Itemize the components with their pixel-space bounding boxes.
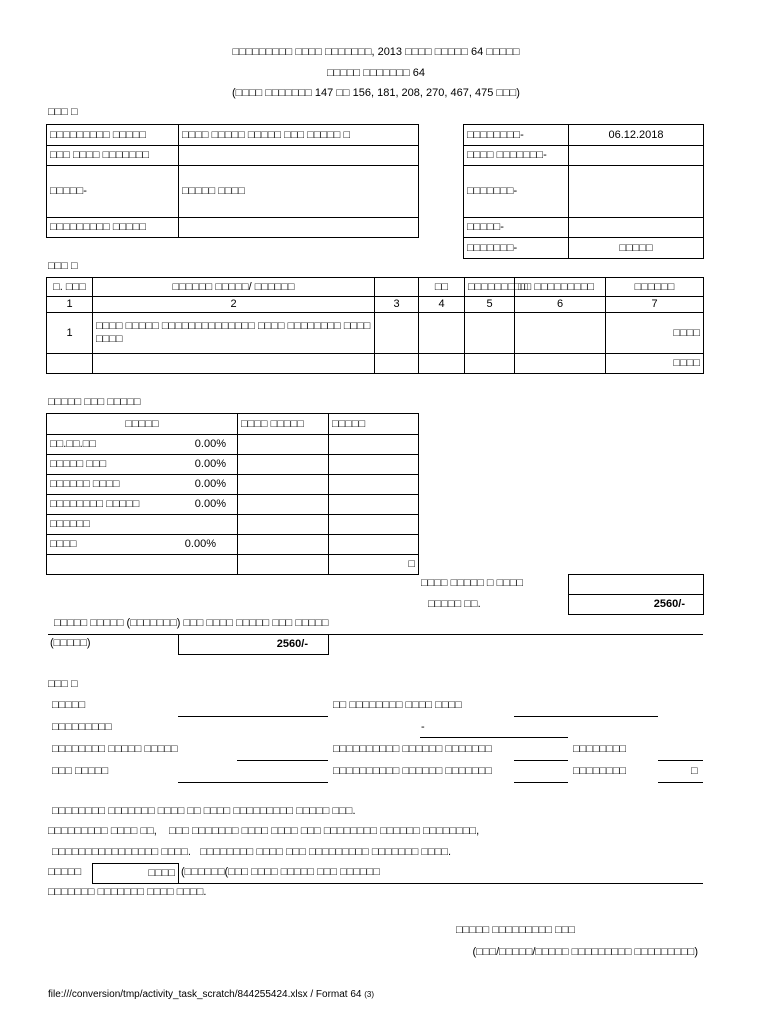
part-b-row-1-col4	[418, 312, 465, 354]
part-a-left-value-4	[178, 217, 419, 238]
form-heading-line-2: □□□□□ □□□□□□□ 64	[326, 67, 426, 79]
declaration-line-4-box: □□□□	[92, 863, 179, 884]
total-amount-label: (□□□□□)	[50, 637, 91, 649]
part-b-row-1-col5	[464, 312, 515, 354]
part-c-field-2-blank	[420, 737, 568, 738]
part-c-field-2-value: -	[421, 721, 425, 733]
part-b-colnum-5: 5	[464, 296, 515, 313]
part-b-header-col6: □□ □□□□□□□□□	[514, 277, 606, 297]
part-b-header-col4: □□	[418, 277, 465, 297]
part-a-right-value-3	[568, 165, 704, 218]
declaration-line-4-prefix: □□□□□	[48, 866, 82, 878]
tax-header-name: □□□□□	[46, 413, 238, 435]
part-a-right-label-5: □□□□□□□-	[463, 237, 569, 259]
summary-value-1	[568, 574, 704, 595]
part-b-row-2-col3	[374, 353, 419, 374]
part-a-right-value-5: □□□□□	[568, 237, 704, 259]
part-a-title: □□□ □	[48, 106, 78, 118]
part-b-colnum-2: 2	[92, 296, 375, 313]
part-c-field-4-label: □□□ □□□□□	[52, 765, 109, 777]
tax-header-amount: □□□□ □□□□□	[237, 413, 329, 435]
tax-row-total	[328, 494, 419, 515]
part-b-header-serial: □. □□□	[46, 277, 93, 297]
tax-row	[46, 554, 238, 575]
form-heading-line-3: (□□□□ □□□□□□□ 147 □□ 156, 181, 208, 270, 467, 475 □□□)	[232, 87, 520, 99]
part-b-row-2-col6	[514, 353, 606, 374]
part-c-field-4-label3: □□□□□□□□	[573, 765, 627, 777]
part-c-field-3-blank3	[658, 760, 703, 761]
tax-row: □□.□□.□□ 0.00%	[46, 434, 238, 455]
part-c-title: □□□ □	[48, 678, 78, 690]
part-a-left-label-2: □□□ □□□□ □□□□□□□	[46, 145, 179, 166]
part-b-row-2-description	[92, 353, 375, 374]
part-c-field-1-label2: □□ □□□□□□□□ □□□□ □□□□	[333, 699, 462, 711]
tax-row-amount	[237, 454, 329, 475]
part-c-field-1-label: □□□□□	[52, 699, 86, 711]
part-b-header-col3	[374, 277, 419, 297]
part-b-row-1-col3	[374, 312, 419, 354]
part-a-left-label-3: □□□□□-	[46, 165, 179, 218]
declaration-line-1: □□□□□□□□ □□□□□□□ □□□□ □□ □□□□ □□□□□□□□□ □□□□□ □□□.	[52, 805, 356, 817]
part-b-row-1-serial: 1	[46, 312, 93, 354]
part-b-colnum-3: 3	[374, 296, 419, 313]
part-a-left-label-1: □□□□□□□□□ □□□□□	[46, 124, 179, 146]
part-b-colnum-7: 7	[605, 296, 704, 313]
declaration-line-2: □□□□□□□□□ □□□□ □□, □□□ □□□□□□□ □□□□ □□□□ □□□ □□□□□□□□ □□□□□□ □□□□□□□□,	[48, 825, 480, 837]
form-heading-line-1: □□□□□□□□□ □□□□ □□□□□□□, 2013 □□□□ □□□□□ 64 □□□□□	[232, 46, 520, 58]
part-a-right-label-3: □□□□□□□-	[463, 165, 569, 218]
tax-row-amount	[237, 554, 329, 575]
part-a-right-value-4	[568, 217, 704, 238]
part-c-field-1-blank	[178, 716, 328, 717]
part-a-left-label-4: □□□□□□□□□ □□□□□	[46, 217, 179, 238]
tax-row-total	[328, 534, 419, 555]
part-c-field-3-label3: □□□□□□□□	[573, 743, 627, 755]
tax-row-total	[328, 474, 419, 495]
part-a-left-value-1: □□□□ □□□□□ □□□□□ □□□ □□□□□ □	[178, 124, 419, 146]
part-b-header-description: □□□□□□ □□□□□/ □□□□□□	[92, 277, 375, 297]
tax-row-amount	[237, 534, 329, 555]
tax-row-total	[328, 514, 419, 535]
part-b-colnum-6: 6	[514, 296, 606, 313]
signature-title: □□□□□ □□□□□□□□□ □□□	[456, 924, 576, 936]
summary-amount: 2560/-	[568, 594, 704, 615]
tax-row: □□□□□□□□ □□□□□ 0.00%	[46, 494, 238, 515]
tax-section-title: □□□□□ □□□ □□□□□	[48, 396, 141, 408]
part-a-right-label-1: □□□□□□□□-	[463, 124, 569, 146]
total-amount-value: 2560/-	[178, 634, 329, 655]
part-b-row-2-col4	[418, 353, 465, 374]
part-b-row-2-col5	[464, 353, 515, 374]
tax-row-total-mark: □	[328, 554, 419, 575]
declaration-line-4-suffix: (□□□□□□(□□□ □□□□ □□□□□ □□□ □□□□□□	[181, 866, 380, 878]
summary-label-2: □□□□□ □□.	[428, 598, 481, 610]
tax-row: □□□□□□	[46, 514, 238, 535]
part-c-field-2-label: □□□□□□□□□	[52, 721, 112, 733]
part-c-field-4-blank	[178, 782, 328, 783]
part-b-colnum-1: 1	[46, 296, 93, 313]
part-b-row-2-serial	[46, 353, 93, 374]
declaration-line-5: □□□□□□□ □□□□□□□ □□□□ □□□□.	[48, 886, 207, 898]
part-a-right-label-2: □□□□ □□□□□□□-	[463, 145, 569, 166]
footer-page-number: (3)	[364, 990, 375, 999]
tax-row-total	[328, 434, 419, 455]
tax-row-total	[328, 454, 419, 475]
part-b-row-1-total: □□□□	[605, 312, 704, 354]
part-b-row-2-total: □□□□	[605, 353, 704, 374]
part-a-right-value-2	[568, 145, 704, 166]
tax-row: □□□□□□ □□□□ 0.00%	[46, 474, 238, 495]
part-b-header-col5: □□□□□□□□□	[464, 277, 515, 297]
part-b-row-1-description: □□□□ □□□□□ □□□□□□□□□□□□□□ □□□□ □□□□□□□□ □□□□ □□□□	[92, 312, 375, 354]
part-c-field-4-label2: □□□□□□□□□□ □□□□□□ □□□□□□□	[333, 765, 492, 777]
part-c-field-4-blank3	[658, 782, 703, 783]
part-a-left-value-2	[178, 145, 419, 166]
tax-row: □□□□ 0.00%	[46, 534, 238, 555]
part-c-field-3-label: □□□□□□□□ □□□□□ □□□□□	[52, 743, 178, 755]
declaration-line-4-underline	[178, 883, 703, 884]
tax-row-amount	[237, 434, 329, 455]
signature-subtitle: (□□□/□□□□□/□□□□□ □□□□□□□□□ □□□□□□□□□)	[472, 946, 698, 958]
part-c-field-3-blank	[237, 760, 328, 761]
page-footer	[48, 989, 374, 1000]
part-b-header-total: □□□□□□	[605, 277, 704, 297]
part-c-field-3-blank2	[514, 760, 568, 761]
part-a-left-value-3: □□□□□ □□□□	[178, 165, 419, 218]
part-c-field-1-blank2	[514, 716, 658, 717]
part-c-field-4-value3: □	[691, 765, 698, 777]
part-c-field-3-label2: □□□□□□□□□□ □□□□□□ □□□□□□□	[333, 743, 492, 755]
footer-path: file:///conversion/tmp/activity_task_scratch/844255424.xlsx / Format 64	[48, 989, 365, 1000]
tax-header-total: □□□□□	[328, 413, 419, 435]
declaration-line-3: □□□□□□□□□□□□□□□□ □□□□. □□□□□□□□ □□□□ □□□ □□□□□□□□□ □□□□□□□ □□□□.	[52, 846, 452, 858]
part-b-colnum-4: 4	[418, 296, 465, 313]
tax-row-amount	[237, 514, 329, 535]
tax-row: □□□□□ □□□ 0.00%	[46, 454, 238, 475]
part-a-right-label-4: □□□□□-	[463, 217, 569, 238]
summary-label-1: □□□□ □□□□□ □ □□□□	[421, 577, 524, 589]
total-amount-caption: □□□□□ □□□□□ (□□□□□□□) □□□ □□□□ □□□□□ □□□ □□□□□	[54, 617, 329, 629]
total-underline	[48, 634, 703, 635]
part-c-field-4-blank2	[514, 782, 568, 783]
tax-row-amount	[237, 494, 329, 515]
part-b-row-1-col6	[514, 312, 606, 354]
tax-row-amount	[237, 474, 329, 495]
part-a-date-value: 06.12.2018	[568, 124, 704, 146]
part-b-title: □□□ □	[48, 260, 78, 272]
